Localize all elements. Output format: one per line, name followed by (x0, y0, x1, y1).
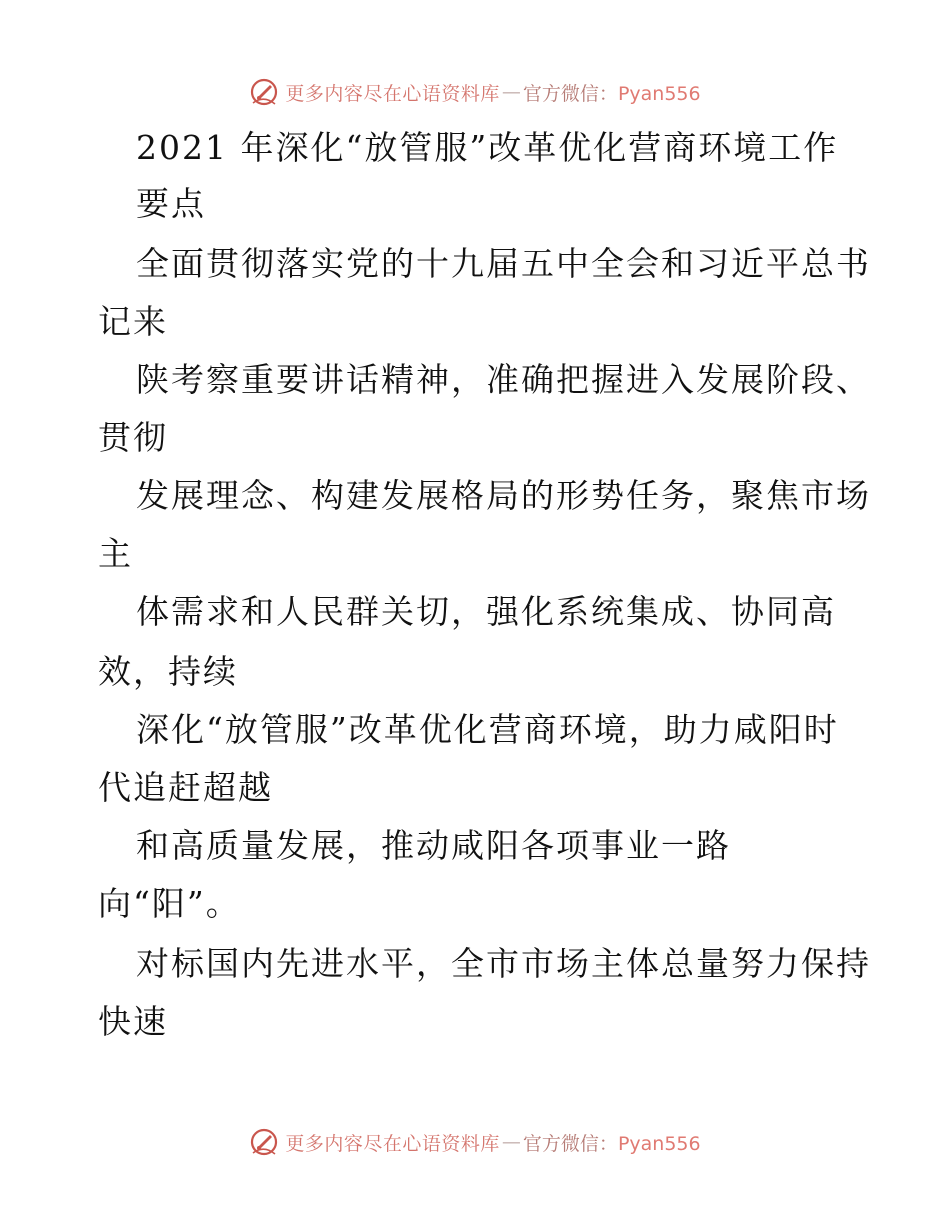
seal-logo-icon (249, 1127, 279, 1157)
document-title-line-1: 2021 年深化“放管服”改革优化营商环境工作 (136, 128, 839, 167)
paragraph-line: 发展理念、构建发展格局的形势任务，聚焦市场 (136, 476, 871, 515)
paragraph-line: 向“阳”。 (98, 884, 241, 923)
paragraph-line: 陕考察重要讲话精神，准确把握进入发展阶段、 (136, 360, 871, 399)
header-watermark (0, 72, 950, 112)
paragraph-line: 记来 (98, 302, 168, 341)
watermark-wechat-label: 官方微信： (522, 1132, 618, 1155)
paragraph-line: 代追赶超越 (98, 768, 273, 807)
paragraph-line: 对标国内先进水平，全市市场主体总量努力保持 (136, 944, 871, 983)
paragraph-line: 贯彻 (98, 418, 168, 457)
paragraph-line: 效，持续 (98, 652, 238, 691)
watermark-wechat (523, 1129, 701, 1156)
paragraph-line: 主 (98, 534, 133, 573)
seal-logo-icon (249, 77, 279, 107)
paragraph-line: 深化“放管服”改革优化营商环境，助力咸阳时 (136, 710, 839, 749)
watermark-site-text: 更多内容尽在心语资料库 (285, 1132, 500, 1155)
watermark-wechat-label: 官方微信： (522, 82, 618, 105)
document-title-line-2: 要点 (136, 184, 206, 223)
paragraph-line: 全面贯彻落实党的十九届五中全会和习近平总书 (136, 244, 871, 283)
footer-watermark (0, 1122, 950, 1162)
paragraph-line: 快速 (98, 1002, 168, 1041)
watermark-separator: — (501, 1131, 521, 1153)
watermark-wechat (523, 79, 701, 106)
paragraph-line: 体需求和人民群关切，强化系统集成、协同高 (136, 592, 836, 631)
paragraph-line: 和高质量发展，推动咸阳各项事业一路 (136, 826, 731, 865)
watermark-site-text: 更多内容尽在心语资料库 (285, 82, 500, 105)
watermark-wechat-id: Pyan556 (617, 82, 701, 105)
watermark-separator: — (501, 81, 521, 103)
watermark-wechat-id: Pyan556 (617, 1132, 701, 1155)
